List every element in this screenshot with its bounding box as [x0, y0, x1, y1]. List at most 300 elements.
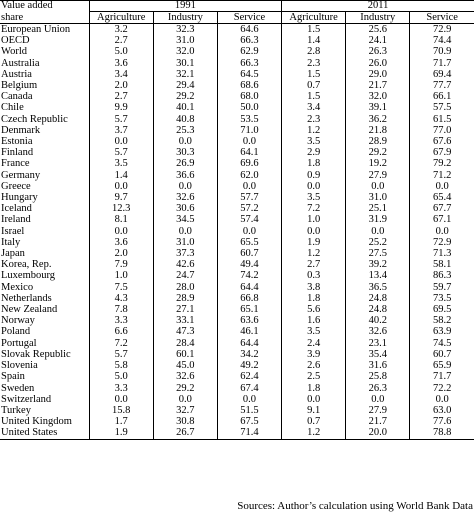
industry-2011-cell: 35.4 — [346, 349, 410, 360]
service-1991-cell: 0.0 — [217, 181, 281, 192]
service-1991-cell: 53.5 — [217, 114, 281, 125]
table-row — [0, 226, 474, 237]
table-row — [0, 24, 474, 36]
service-1991-cell: 64.6 — [217, 24, 281, 36]
service-2011-cell: 79.2 — [432, 158, 452, 170]
industry-1991-cell: 60.1 — [153, 349, 217, 360]
service-1991-cell: 60.7 — [217, 248, 281, 259]
industry-2011-cell: 31.9 — [346, 214, 410, 225]
table-row — [0, 46, 474, 57]
agriculture-1991-cell: 7.5 — [89, 282, 153, 293]
industry-2011-cell: 25.8 — [346, 371, 410, 382]
agriculture-2011-cell: 0.7 — [282, 416, 346, 427]
service-1991-cell: 66.3 — [217, 35, 281, 46]
service-2011-cell: 65.9 — [432, 360, 452, 372]
table-row — [0, 125, 474, 136]
country-cell: Ireland — [0, 214, 89, 225]
country-cell: Finland — [0, 147, 89, 158]
industry-2011-cell: 27.9 — [346, 405, 410, 416]
agriculture-2011-cell: 1.5 — [282, 24, 346, 36]
industry-1991-cell: 28.4 — [153, 338, 217, 349]
country-cell: Korea, Rep. — [0, 259, 89, 270]
table-row — [0, 371, 474, 382]
agriculture-2011-cell: 2.4 — [282, 338, 346, 349]
service-2011-cell: 66.1 — [432, 91, 452, 103]
agriculture-1991-cell: 1.4 — [89, 170, 153, 181]
service-2011-cell: 71.3 — [432, 248, 452, 260]
industry-1991-cell: 33.1 — [153, 315, 217, 326]
header-label-line1: Value added — [0, 0, 89, 12]
country-cell: OECD — [0, 35, 89, 46]
industry-2011-cell: 20.0 — [346, 427, 410, 439]
table-row — [0, 349, 474, 360]
country-cell: Slovak Republic — [0, 349, 89, 360]
service-1991-cell: 69.6 — [217, 158, 281, 169]
agriculture-1991-cell: 9.9 — [89, 102, 153, 113]
agriculture-1991-cell: 3.6 — [89, 58, 153, 69]
industry-1991-cell: 36.6 — [153, 170, 217, 181]
country-cell: Luxembourg — [0, 270, 89, 281]
industry-1991-cell: 25.3 — [153, 125, 217, 136]
industry-1991-cell: 31.0 — [153, 237, 217, 248]
table-row — [0, 282, 474, 293]
industry-2011-cell: 39.1 — [346, 102, 410, 113]
service-2011-cell: 73.5 — [432, 292, 452, 304]
industry-1991-cell: 40.1 — [153, 102, 217, 113]
agriculture-2011-cell: 0.0 — [282, 181, 346, 192]
country-cell: Norway — [0, 315, 89, 326]
industry-2011-cell: 21.7 — [346, 416, 410, 427]
service-2011-cell: 72.9 — [410, 24, 474, 36]
service-2011-cell: 77.7 — [432, 80, 452, 92]
industry-1991-cell: 32.7 — [153, 405, 217, 416]
table-row — [0, 192, 474, 203]
industry-1991-cell: 32.0 — [153, 46, 217, 57]
industry-1991-cell: 26.9 — [153, 158, 217, 169]
agriculture-1991-cell: 5.0 — [89, 46, 153, 57]
agriculture-2011-cell: 9.1 — [282, 405, 346, 416]
service-1991-cell: 0.0 — [217, 394, 281, 405]
agriculture-2011-cell: 1.9 — [282, 237, 346, 248]
table-row — [0, 338, 474, 349]
service-2011-cell: 59.7 — [432, 281, 452, 293]
country-cell: Poland — [0, 326, 89, 337]
agriculture-1991-cell: 7.2 — [89, 338, 153, 349]
table-row — [0, 214, 474, 225]
agriculture-2011-cell: 0.0 — [282, 226, 346, 237]
country-cell: New Zealand — [0, 304, 89, 315]
agriculture-2011-cell: 0.0 — [282, 394, 346, 405]
agriculture-2011-cell: 2.5 — [282, 371, 346, 382]
table-row — [0, 35, 474, 46]
agriculture-2011-cell: 1.5 — [282, 91, 346, 102]
table-row — [0, 360, 474, 371]
country-cell: United Kingdom — [0, 416, 89, 427]
country-cell: Spain — [0, 371, 89, 382]
country-cell: Canada — [0, 91, 89, 102]
agriculture-1991-cell: 5.8 — [89, 360, 153, 371]
country-cell: Netherlands — [0, 293, 89, 304]
service-1991-cell: 57.4 — [217, 214, 281, 225]
industry-2011-cell: 21.8 — [346, 125, 410, 136]
table-row — [0, 383, 474, 394]
service-1991-cell: 64.1 — [217, 147, 281, 158]
table-row — [0, 91, 474, 102]
industry-2011-cell: 0.0 — [346, 181, 410, 192]
service-1991-cell: 49.2 — [217, 360, 281, 371]
service-2011-cell: 74.5 — [432, 337, 452, 349]
industry-1991-cell: 32.6 — [153, 192, 217, 203]
table-row — [0, 80, 474, 91]
industry-1991-cell: 0.0 — [153, 226, 217, 237]
agriculture-1991-cell: 0.0 — [89, 136, 153, 147]
table-row — [0, 394, 474, 405]
table-row — [0, 69, 474, 80]
country-cell: Australia — [0, 58, 89, 69]
agriculture-2011-cell: 2.3 — [282, 114, 346, 125]
service-1991-cell: 57.2 — [217, 203, 281, 214]
industry-1991-cell: 29.2 — [153, 383, 217, 394]
table-row — [0, 114, 474, 125]
industry-1991-cell: 29.4 — [153, 80, 217, 91]
service-2011-cell: 65.4 — [432, 192, 452, 204]
agriculture-1991-cell: 3.7 — [89, 125, 153, 136]
agriculture-2011-cell: 1.8 — [282, 383, 346, 394]
year-1991-header: 1991 — [89, 0, 281, 12]
industry-2011-cell: 25.1 — [346, 203, 410, 214]
industry-2011-cell: 24.1 — [346, 35, 410, 46]
agriculture-1991-cell: 5.0 — [89, 371, 153, 382]
industry-1991-cell: 40.8 — [153, 114, 217, 125]
industry-2011-cell: 25.2 — [346, 237, 410, 248]
industry-2011-cell: 29.2 — [346, 147, 410, 158]
industry-2011-cell: 27.9 — [346, 170, 410, 181]
country-cell: Denmark — [0, 125, 89, 136]
industry-1991-cell: 0.0 — [153, 181, 217, 192]
table-row — [0, 304, 474, 315]
industry-2011-cell: 29.0 — [346, 69, 410, 80]
agriculture-1991-cell: 2.0 — [89, 248, 153, 259]
industry-1991-cell: 47.3 — [153, 326, 217, 337]
country-cell: United States — [0, 427, 89, 439]
col-header-industry-2011: Industry — [346, 12, 410, 24]
industry-1991-cell: 0.0 — [153, 136, 217, 147]
industry-1991-cell: 28.9 — [153, 293, 217, 304]
table-row — [0, 416, 474, 427]
country-cell: Czech Republic — [0, 114, 89, 125]
agriculture-2011-cell: 1.2 — [282, 427, 346, 439]
service-1991-cell: 57.7 — [217, 192, 281, 203]
service-1991-cell: 66.8 — [217, 293, 281, 304]
agriculture-1991-cell: 1.0 — [89, 270, 153, 281]
agriculture-2011-cell: 1.2 — [282, 125, 346, 136]
service-2011-cell: 69.4 — [432, 68, 452, 80]
service-1991-cell: 64.5 — [217, 69, 281, 80]
service-1991-cell: 62.9 — [217, 46, 281, 57]
agriculture-2011-cell: 2.7 — [282, 259, 346, 270]
service-1991-cell: 51.5 — [217, 405, 281, 416]
table-row — [0, 147, 474, 158]
service-1991-cell: 71.0 — [217, 125, 281, 136]
industry-1991-cell: 29.2 — [153, 91, 217, 102]
service-1991-cell: 0.0 — [217, 136, 281, 147]
country-cell: Switzerland — [0, 394, 89, 405]
service-2011-cell: 71.2 — [432, 169, 452, 181]
agriculture-2011-cell: 3.8 — [282, 282, 346, 293]
agriculture-1991-cell: 0.0 — [89, 394, 153, 405]
industry-1991-cell: 28.0 — [153, 282, 217, 293]
table-row — [0, 136, 474, 147]
industry-2011-cell: 31.6 — [346, 360, 410, 371]
service-1991-cell: 74.2 — [217, 270, 281, 281]
agriculture-1991-cell: 3.3 — [89, 315, 153, 326]
industry-2011-cell: 19.2 — [346, 158, 410, 169]
agriculture-1991-cell: 2.0 — [89, 80, 153, 91]
country-cell: Chile — [0, 102, 89, 113]
service-2011-cell: 72.9 — [432, 236, 452, 248]
industry-2011-cell: 28.9 — [346, 136, 410, 147]
agriculture-1991-cell: 7.9 — [89, 259, 153, 270]
agriculture-2011-cell: 3.4 — [282, 102, 346, 113]
country-cell: Iceland — [0, 203, 89, 214]
industry-2011-cell: 26.3 — [346, 383, 410, 394]
agriculture-2011-cell: 1.8 — [282, 293, 346, 304]
service-2011-cell: 67.1 — [432, 214, 452, 226]
service-1991-cell: 62.0 — [217, 170, 281, 181]
agriculture-2011-cell: 0.9 — [282, 170, 346, 181]
agriculture-1991-cell: 9.7 — [89, 192, 153, 203]
agriculture-1991-cell: 2.7 — [89, 35, 153, 46]
industry-1991-cell: 24.7 — [153, 270, 217, 281]
agriculture-2011-cell: 1.5 — [282, 69, 346, 80]
year-2011-header: 2011 — [282, 0, 474, 12]
industry-1991-cell: 37.3 — [153, 248, 217, 259]
agriculture-2011-cell: 1.0 — [282, 214, 346, 225]
service-2011-cell: 77.6 — [432, 416, 452, 428]
agriculture-1991-cell: 7.8 — [89, 304, 153, 315]
agriculture-1991-cell: 0.0 — [89, 181, 153, 192]
service-1991-cell: 34.2 — [217, 349, 281, 360]
industry-1991-cell: 27.1 — [153, 304, 217, 315]
agriculture-2011-cell: 2.8 — [282, 46, 346, 57]
industry-2011-cell: 31.0 — [346, 192, 410, 203]
agriculture-1991-cell: 4.3 — [89, 293, 153, 304]
agriculture-1991-cell: 15.8 — [89, 405, 153, 416]
table-row — [0, 293, 474, 304]
agriculture-2011-cell: 0.3 — [282, 270, 346, 281]
service-1991-cell: 50.0 — [217, 102, 281, 113]
agriculture-1991-cell: 3.5 — [89, 158, 153, 169]
industry-1991-cell: 30.3 — [153, 147, 217, 158]
header-label-line2: share — [0, 12, 89, 24]
country-cell: Israel — [0, 226, 89, 237]
service-1991-cell: 62.4 — [217, 371, 281, 382]
service-2011-cell: 67.9 — [432, 147, 452, 159]
country-cell: Portugal — [0, 338, 89, 349]
table-row — [0, 270, 474, 281]
industry-2011-cell: 26.0 — [346, 58, 410, 69]
industry-2011-cell: 40.2 — [346, 315, 410, 326]
industry-1991-cell: 30.8 — [153, 416, 217, 427]
service-1991-cell: 46.1 — [217, 326, 281, 337]
industry-2011-cell: 0.0 — [346, 394, 410, 405]
service-1991-cell: 65.1 — [217, 304, 281, 315]
service-2011-cell: 0.0 — [435, 225, 449, 237]
agriculture-2011-cell: 2.3 — [282, 58, 346, 69]
agriculture-1991-cell: 1.9 — [89, 427, 153, 439]
industry-1991-cell: 32.3 — [153, 24, 217, 36]
table-row — [0, 102, 474, 113]
table-row — [0, 326, 474, 337]
table-row — [0, 181, 474, 192]
service-2011-cell: 71.7 — [432, 57, 452, 69]
table-row — [0, 203, 474, 214]
industry-1991-cell: 32.1 — [153, 69, 217, 80]
source-note: Sources: Author’s calculation using World Bank Data — [237, 500, 473, 512]
agriculture-1991-cell: 6.6 — [89, 326, 153, 337]
service-2011-cell: 58.1 — [432, 259, 452, 271]
service-2011-cell: 60.7 — [432, 348, 452, 360]
agriculture-2011-cell: 3.5 — [282, 136, 346, 147]
service-2011-cell: 78.8 — [410, 427, 474, 439]
agriculture-2011-cell: 3.5 — [282, 192, 346, 203]
country-cell: Estonia — [0, 136, 89, 147]
agriculture-2011-cell: 7.2 — [282, 203, 346, 214]
table-row — [0, 315, 474, 326]
country-cell: Mexico — [0, 282, 89, 293]
service-1991-cell: 0.0 — [217, 226, 281, 237]
country-cell: Austria — [0, 69, 89, 80]
industry-1991-cell: 32.6 — [153, 371, 217, 382]
industry-2011-cell: 36.5 — [346, 282, 410, 293]
industry-2011-cell: 39.2 — [346, 259, 410, 270]
service-2011-cell: 0.0 — [435, 180, 449, 192]
agriculture-1991-cell: 3.4 — [89, 69, 153, 80]
table-row — [0, 248, 474, 259]
service-2011-cell: 58.2 — [432, 315, 452, 327]
agriculture-1991-cell: 5.7 — [89, 147, 153, 158]
agriculture-2011-cell: 1.6 — [282, 315, 346, 326]
col-header-service-1991: Service — [217, 12, 281, 24]
service-2011-cell: 69.5 — [432, 304, 452, 316]
industry-2011-cell: 26.3 — [346, 46, 410, 57]
service-2011-cell: 63.9 — [432, 326, 452, 338]
service-1991-cell: 68.0 — [217, 91, 281, 102]
country-cell: Slovenia — [0, 360, 89, 371]
service-1991-cell: 64.4 — [217, 282, 281, 293]
industry-2011-cell: 36.2 — [346, 114, 410, 125]
country-cell: France — [0, 158, 89, 169]
service-2011-cell: 57.5 — [432, 102, 452, 114]
agriculture-1991-cell: 3.3 — [89, 383, 153, 394]
industry-2011-cell: 21.7 — [346, 80, 410, 91]
agriculture-1991-cell: 12.3 — [89, 203, 153, 214]
industry-2011-cell: 32.6 — [346, 326, 410, 337]
service-1991-cell: 71.4 — [217, 427, 281, 439]
service-2011-cell: 63.0 — [432, 404, 452, 416]
table-row — [0, 259, 474, 270]
agriculture-2011-cell: 2.6 — [282, 360, 346, 371]
table-row — [0, 170, 474, 181]
agriculture-1991-cell: 5.7 — [89, 114, 153, 125]
industry-1991-cell: 34.5 — [153, 214, 217, 225]
table-row — [0, 158, 474, 169]
industry-2011-cell: 27.5 — [346, 248, 410, 259]
service-1991-cell: 63.6 — [217, 315, 281, 326]
industry-2011-cell: 25.6 — [346, 24, 410, 36]
agriculture-2011-cell: 3.9 — [282, 349, 346, 360]
industry-2011-cell: 24.8 — [346, 304, 410, 315]
table-row — [0, 405, 474, 416]
agriculture-1991-cell: 3.2 — [89, 24, 153, 36]
agriculture-2011-cell: 1.4 — [282, 35, 346, 46]
industry-2011-cell: 32.0 — [346, 91, 410, 102]
agriculture-1991-cell: 0.0 — [89, 226, 153, 237]
service-2011-cell: 67.7 — [432, 203, 452, 215]
country-cell: Italy — [0, 237, 89, 248]
service-2011-cell: 0.0 — [435, 393, 449, 405]
service-2011-cell: 86.3 — [432, 270, 452, 282]
industry-2011-cell: 24.8 — [346, 293, 410, 304]
industry-2011-cell: 0.0 — [346, 226, 410, 237]
country-cell: Greece — [0, 181, 89, 192]
agriculture-1991-cell: 2.7 — [89, 91, 153, 102]
industry-1991-cell: 45.0 — [153, 360, 217, 371]
country-cell: Hungary — [0, 192, 89, 203]
service-1991-cell: 65.5 — [217, 237, 281, 248]
industry-1991-cell: 30.1 — [153, 58, 217, 69]
col-header-industry-1991: Industry — [153, 12, 217, 24]
service-2011-cell: 61.5 — [432, 113, 452, 125]
industry-1991-cell: 30.6 — [153, 203, 217, 214]
industry-1991-cell: 42.6 — [153, 259, 217, 270]
service-1991-cell: 68.6 — [217, 80, 281, 91]
table-row — [0, 427, 474, 439]
service-2011-cell: 72.2 — [432, 382, 452, 394]
industry-1991-cell: 0.0 — [153, 394, 217, 405]
table-row — [0, 237, 474, 248]
industry-2011-cell: 23.1 — [346, 338, 410, 349]
service-2011-cell: 71.7 — [432, 371, 452, 383]
service-2011-cell: 74.4 — [432, 35, 452, 47]
col-header-agriculture-2011: Agriculture — [282, 12, 346, 24]
service-2011-cell: 67.6 — [432, 136, 452, 148]
agriculture-2011-cell: 1.2 — [282, 248, 346, 259]
agriculture-2011-cell: 2.9 — [282, 147, 346, 158]
agriculture-1991-cell: 1.7 — [89, 416, 153, 427]
agriculture-2011-cell: 1.8 — [282, 158, 346, 169]
country-cell: Sweden — [0, 383, 89, 394]
industry-1991-cell: 26.7 — [153, 427, 217, 439]
agriculture-2011-cell: 3.5 — [282, 326, 346, 337]
service-1991-cell: 49.4 — [217, 259, 281, 270]
service-1991-cell: 66.3 — [217, 58, 281, 69]
service-2011-cell: 77.0 — [432, 124, 452, 136]
service-1991-cell: 67.4 — [217, 383, 281, 394]
country-cell: Turkey — [0, 405, 89, 416]
industry-2011-cell: 13.4 — [346, 270, 410, 281]
table-row — [0, 58, 474, 69]
industry-1991-cell: 31.0 — [153, 35, 217, 46]
country-cell: Belgium — [0, 80, 89, 91]
agriculture-2011-cell: 5.6 — [282, 304, 346, 315]
service-2011-cell: 70.9 — [432, 46, 452, 58]
country-cell: World — [0, 46, 89, 57]
col-header-agriculture-1991: Agriculture — [89, 12, 153, 24]
agriculture-1991-cell: 3.6 — [89, 237, 153, 248]
col-header-service-2011: Service — [410, 12, 474, 24]
service-1991-cell: 67.5 — [217, 416, 281, 427]
